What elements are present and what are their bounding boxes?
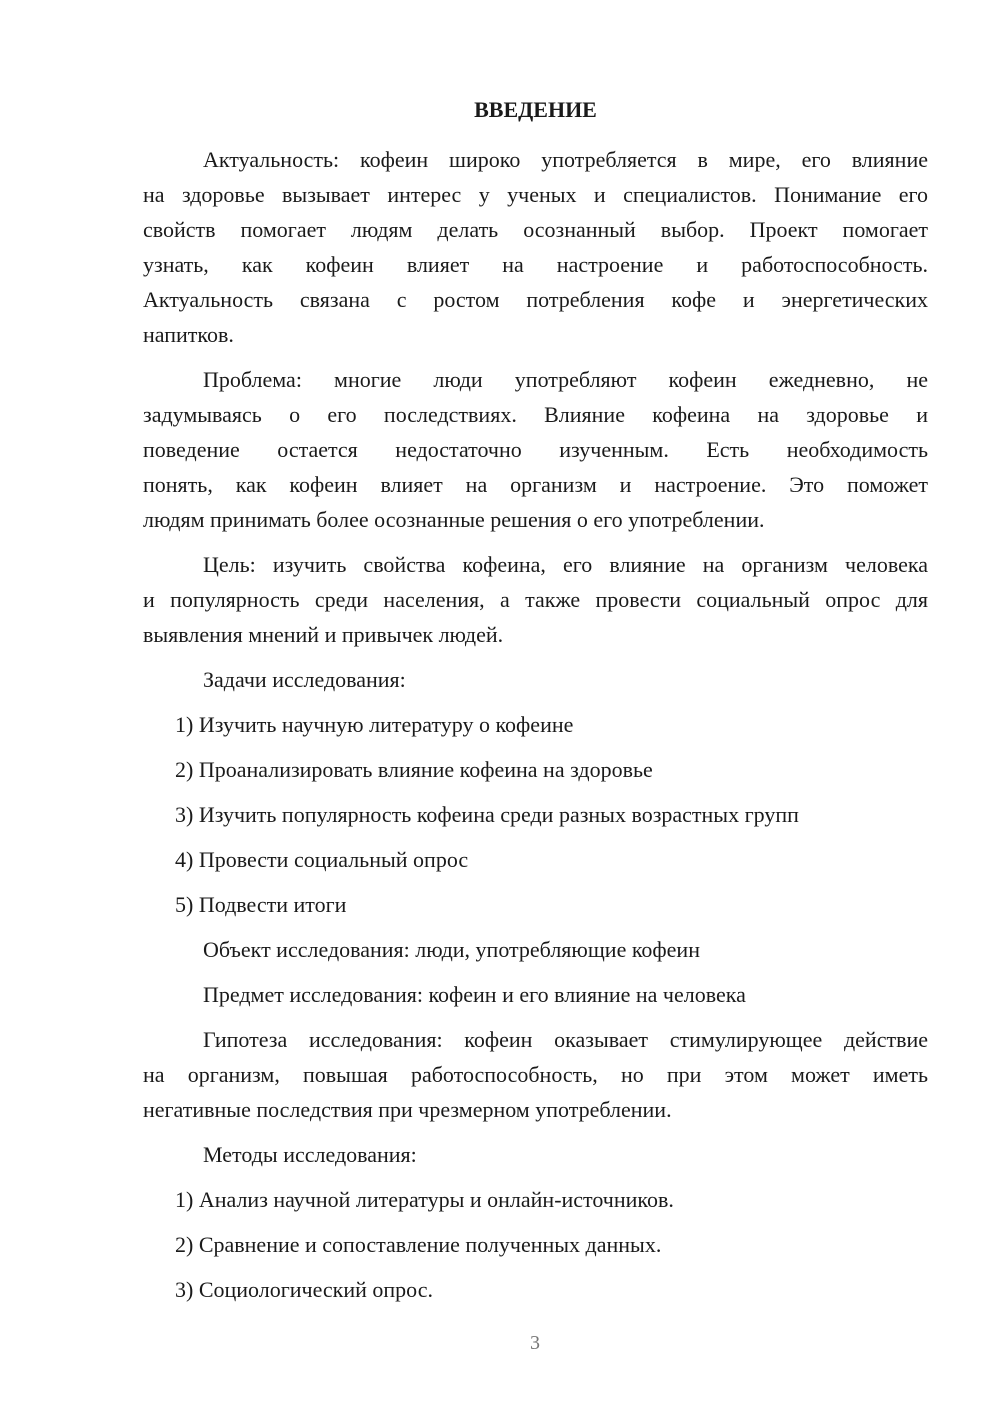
text-line: негативные последствия при чрезмерном употреблении. — [143, 1097, 672, 1122]
list-item: 5) Подвести итоги — [175, 892, 347, 917]
list-item: 4) Провести социальный опрос — [175, 847, 469, 872]
list-item: 2) Проанализировать влияние кофеина на здоровье — [175, 757, 653, 782]
text-line: Цель: изучить свойства кофеина, его влияние на организм человека — [203, 552, 928, 577]
text-line: людям принимать более осознанные решения о его употреблении. — [143, 507, 765, 532]
text-line: выявления мнений и привычек людей. — [143, 622, 504, 647]
tasks-list — [143, 707, 928, 922]
list-item: 2) Сравнение и сопоставление полученных данных. — [175, 1232, 662, 1257]
text-line: Актуальность связана с ростом потребления кофе и энергетических — [143, 287, 928, 312]
text-line: напитков. — [143, 322, 234, 347]
section-title: ВВЕДЕНИЕ — [474, 97, 597, 122]
list-item: 3) Социологический опрос. — [175, 1277, 433, 1302]
research-object: Объект исследования: люди, употребляющие кофеин — [203, 937, 700, 962]
page-number: 3 — [530, 1332, 540, 1354]
list-item: 3) Изучить популярность кофеина среди разных возрастных групп — [175, 802, 799, 827]
relevance-paragraph — [143, 142, 928, 352]
document-page — [143, 92, 928, 1317]
text-line: Актуальность: кофеин широко употребляется в мире, его влияние — [203, 147, 928, 172]
text-line: Гипотеза исследования: кофеин оказывает стимулирующее действие — [203, 1027, 928, 1052]
list-item: 1) Анализ научной литературы и онлайн-источников. — [175, 1187, 674, 1212]
text-line: понять, как кофеин влияет на организм и настроение. Это поможет — [143, 472, 928, 497]
tasks-heading: Задачи исследования: — [203, 667, 406, 692]
text-line: узнать, как кофеин влияет на настроение и работоспособность. — [143, 252, 928, 277]
text-line: на организм, повышая работоспособность, но при этом может иметь — [143, 1062, 928, 1087]
text-line: поведение остается недостаточно изученным. Есть необходимость — [143, 437, 928, 462]
text-line: на здоровье вызывает интерес у ученых и специалистов. Понимание его — [143, 182, 928, 207]
problem-paragraph — [143, 362, 928, 537]
research-subject: Предмет исследования: кофеин и его влияние на человека — [203, 982, 746, 1007]
methods-heading: Методы исследования: — [203, 1142, 417, 1167]
methods-list — [143, 1182, 928, 1307]
text-line: свойств помогает людям делать осознанный выбор. Проект помогает — [143, 217, 928, 242]
text-line: задумываясь о его последствиях. Влияние кофеина на здоровье и — [143, 402, 928, 427]
goal-paragraph — [143, 547, 928, 652]
text-line: Проблема: многие люди употребляют кофеин ежедневно, не — [203, 367, 928, 392]
hypothesis-paragraph — [143, 1022, 928, 1127]
text-line: и популярность среди населения, а также провести социальный опрос для — [143, 587, 928, 612]
list-item: 1) Изучить научную литературу о кофеине — [175, 712, 574, 737]
